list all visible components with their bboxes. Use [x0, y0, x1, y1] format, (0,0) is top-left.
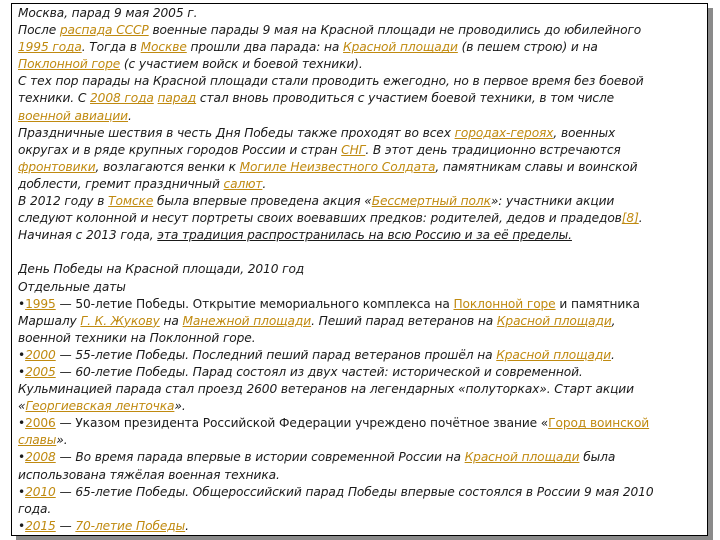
text-line	[18, 364, 707, 381]
text-line	[18, 244, 707, 261]
text-run: В 2012 году в	[18, 194, 109, 209]
text-run: . В этот день традиционно встречаются	[365, 142, 621, 157]
text-run: , военных	[553, 125, 616, 140]
text-line	[18, 142, 707, 159]
underlined-text: эта традиция распространилась на всю Россию и за её пределы.	[157, 228, 572, 243]
bullet-icon: •	[18, 518, 26, 533]
text-run: использована тяжёлая военная техника.	[18, 467, 280, 482]
text-line	[18, 261, 707, 278]
text-run: — Во время парада впервые в истории современной России на	[55, 450, 465, 465]
text-line	[18, 39, 707, 56]
text-run: ,	[611, 313, 616, 328]
text-line	[18, 73, 707, 90]
text-run: — 50-летие Победы. Открытие мемориального комплекса на	[55, 296, 454, 311]
text-line	[18, 210, 707, 227]
text-run: стал вновь проводиться с участием боевой техники, в том числе	[196, 91, 615, 106]
text-line	[18, 501, 707, 518]
document-text-box	[11, 3, 708, 536]
text-line	[18, 347, 707, 364]
text-line	[18, 22, 707, 39]
hyperlink[interactable]: [8]	[621, 211, 639, 226]
text-run: .	[128, 108, 132, 123]
hyperlink[interactable]: Красной площади	[496, 313, 612, 328]
bullet-icon: •	[18, 347, 26, 362]
text-line	[18, 108, 707, 125]
text-line	[18, 56, 707, 73]
text-run: военной техники на Поклонной горе.	[18, 330, 256, 345]
text-line	[18, 159, 707, 176]
text-run: , памятникам славы и воинской	[435, 159, 638, 174]
text-run: Праздничные шествия в честь Дня Победы также проходят во всех	[18, 125, 455, 140]
text-line	[18, 176, 707, 193]
hyperlink[interactable]: Красной площади	[343, 40, 458, 55]
text-line	[18, 5, 707, 22]
text-line	[18, 484, 707, 501]
text-run: следуют колонной и несут портреты своих воевавших предков: родителей, дедов и прадедов	[18, 211, 622, 226]
bullet-icon: •	[18, 484, 26, 499]
hyperlink[interactable]: фронтовики	[18, 159, 96, 174]
text-run: округах и в ряде крупных городов России и стран	[18, 142, 342, 157]
hyperlink[interactable]: 2008	[25, 450, 56, 465]
hyperlink[interactable]: Георгиевская ленточка	[25, 399, 175, 414]
hyperlink[interactable]: Томске	[108, 194, 154, 209]
hyperlink[interactable]: Москве	[140, 40, 187, 55]
text-run: на	[159, 313, 183, 328]
text-run: Маршалу	[18, 313, 81, 328]
hyperlink[interactable]: городах-героях	[454, 125, 554, 140]
text-run: »: участники акции	[490, 194, 615, 209]
hyperlink[interactable]: 1995	[25, 296, 56, 311]
hyperlink[interactable]: 2006	[25, 416, 56, 431]
text-run: . Тогда в	[81, 40, 141, 55]
text-run: военные парады 9 мая на Красной площади не проводились до юбилейного	[148, 23, 642, 38]
hyperlink[interactable]: парад	[157, 91, 197, 106]
hyperlink[interactable]: Манежной площади	[182, 313, 312, 328]
text-run: С тех пор парады на Красной площади стали проводить ежегодно, но в первое время без боевой	[18, 74, 644, 89]
hyperlink[interactable]: Город воинской	[548, 416, 650, 431]
text-run: День Победы на Красной площади, 2010 год	[18, 262, 305, 277]
bullet-icon: •	[18, 450, 26, 465]
text-line	[18, 449, 707, 466]
text-line	[18, 518, 707, 535]
text-line	[18, 296, 707, 313]
hyperlink[interactable]: славы	[18, 433, 57, 448]
text-line	[18, 90, 707, 107]
hyperlink[interactable]: военной авиации	[18, 108, 129, 123]
text-run: Кульминацией парада стал проезд 2600 ветеранов на легендарных «полуторках». Старт акции	[18, 382, 634, 397]
hyperlink[interactable]: 2005	[25, 364, 56, 379]
text-run: . Пеший парад ветеранов на	[311, 313, 497, 328]
text-run: (в пешем строю) и на	[457, 40, 598, 55]
bullet-icon: •	[18, 296, 26, 311]
text-run: доблести, гремит праздничный	[18, 176, 224, 191]
text-run: .	[185, 518, 189, 533]
text-run: прошли два парада: на	[186, 40, 344, 55]
hyperlink[interactable]: 2010	[25, 484, 56, 499]
hyperlink[interactable]: 2015	[25, 518, 56, 533]
text-run: (с участием войск и боевой техники).	[120, 57, 363, 72]
text-line	[18, 467, 707, 484]
hyperlink[interactable]: Могиле Неизвестного Солдата	[239, 159, 436, 174]
hyperlink[interactable]: 2000	[25, 347, 56, 362]
text-run: года.	[18, 501, 52, 516]
hyperlink[interactable]: Красной площади	[496, 347, 612, 362]
hyperlink[interactable]: Поклонной горе	[453, 296, 556, 311]
bullet-icon: •	[18, 416, 26, 431]
text-run: «	[18, 399, 26, 414]
text-run: .	[611, 347, 615, 362]
text-run: После	[18, 23, 60, 38]
text-run: .	[262, 176, 267, 191]
text-run: Начиная с 2013 года,	[18, 228, 158, 243]
text-line	[18, 330, 707, 347]
text-run: техники. С	[18, 91, 91, 106]
hyperlink[interactable]: 2008 года	[90, 91, 154, 106]
text-line	[18, 193, 707, 210]
hyperlink[interactable]: Бессмертный полк	[371, 194, 491, 209]
text-line	[18, 415, 707, 432]
hyperlink[interactable]: 70-летие Победы	[75, 518, 186, 533]
hyperlink[interactable]: Поклонной горе	[18, 57, 121, 72]
text-run: была впервые проведена акция «	[153, 194, 372, 209]
text-run: Москва, парад 9 мая 2005 г.	[18, 6, 198, 20]
hyperlink[interactable]: Красной площади	[464, 450, 580, 465]
text-run: —	[55, 518, 76, 533]
text-run: и памятника	[555, 296, 640, 311]
text-run: Отдельные даты	[18, 279, 126, 294]
text-run: ».	[56, 433, 68, 448]
bullet-icon: •	[18, 364, 26, 379]
text-line	[18, 227, 707, 244]
text-line	[18, 313, 707, 330]
hyperlink[interactable]: СНГ	[341, 142, 366, 157]
text-line	[18, 398, 707, 415]
text-run: — 65-летие Победы. Общероссийский парад Победы впервые состоялся в России 9 мая 2010	[55, 484, 654, 499]
text-run: была	[579, 450, 616, 465]
text-run: .	[638, 211, 643, 226]
text-line	[18, 125, 707, 142]
hyperlink[interactable]: распада СССР	[59, 23, 149, 38]
hyperlink[interactable]: Г. К. Жукову	[80, 313, 160, 328]
text-run: — Указом президента Российской Федерации учреждено почётное звание «	[55, 416, 549, 431]
text-run: — 60-летие Победы. Парад состоял из двух частей: исторической и современной.	[55, 364, 583, 379]
text-line	[18, 381, 707, 398]
hyperlink[interactable]: салют	[223, 176, 263, 191]
hyperlink[interactable]: 1995 года	[18, 40, 82, 55]
text-run: , возлагаются венки к	[95, 159, 240, 174]
text-run: — 55-летие Победы. Последний пеший парад ветеранов прошёл на	[55, 347, 497, 362]
text-run: ».	[174, 399, 186, 414]
text-line	[18, 432, 707, 449]
text-line	[18, 279, 707, 296]
